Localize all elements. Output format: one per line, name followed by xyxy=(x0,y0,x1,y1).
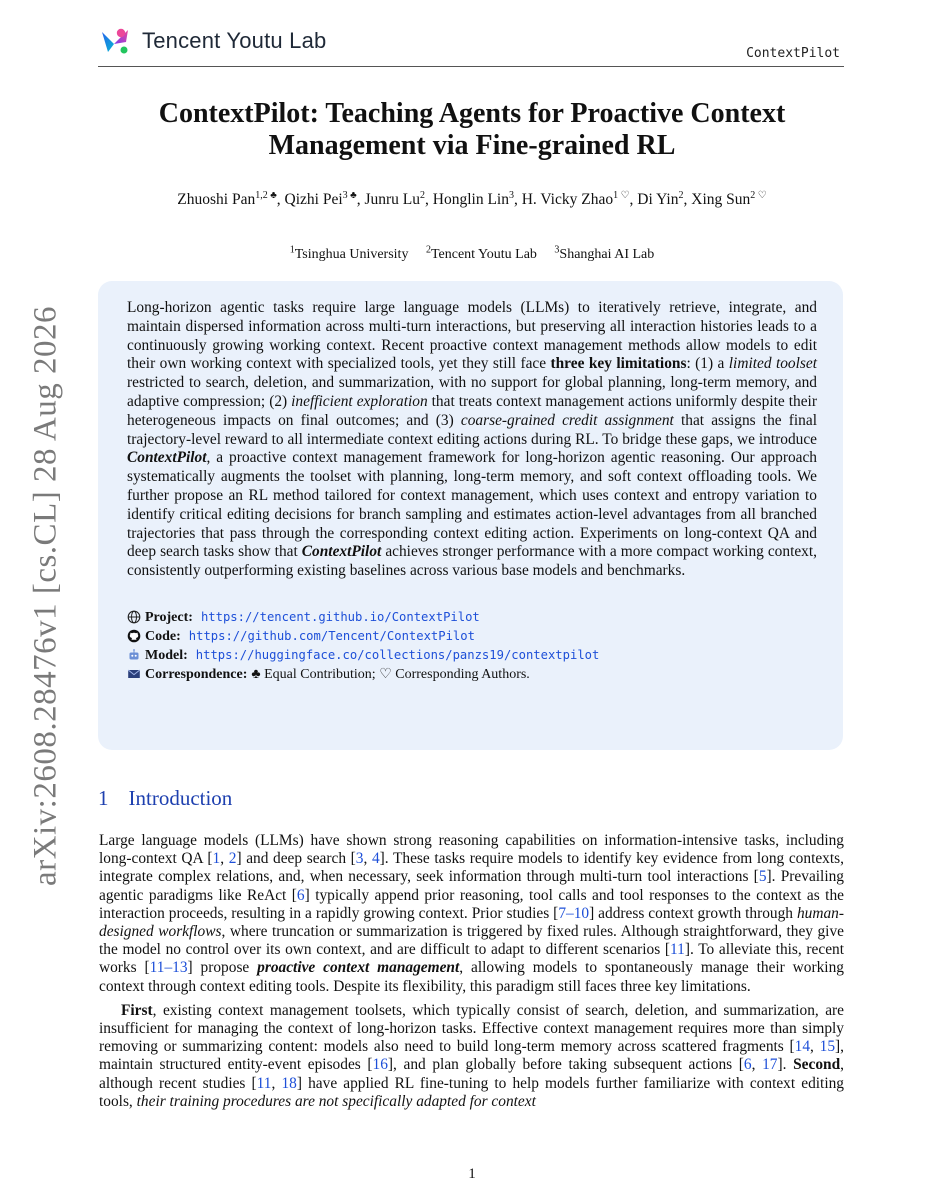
globe-icon xyxy=(127,610,141,624)
citation-link[interactable]: 14 xyxy=(794,1038,811,1056)
model-url-link[interactable]: https://huggingface.co/collections/panzs19/contextpilot xyxy=(195,647,600,662)
code-link-row xyxy=(127,627,817,646)
abstract-box xyxy=(98,281,843,750)
author: H. Vicky Zhao$^{1 ♡}$ xyxy=(521,190,630,209)
citation-link[interactable]: 11–13 xyxy=(149,959,188,977)
citation-link[interactable]: 16 xyxy=(372,1056,388,1074)
author: Honglin Lin$^3$ xyxy=(432,190,514,209)
introduction-body xyxy=(99,832,844,1111)
citation-link[interactable]: 6 xyxy=(743,1056,752,1074)
author: Di Yin$^2$ xyxy=(637,190,684,209)
github-icon xyxy=(127,629,141,643)
robot-icon xyxy=(127,648,141,662)
header-rule xyxy=(98,66,844,67)
citation-link[interactable]: 15 xyxy=(819,1038,836,1056)
citation-link[interactable]: 3 xyxy=(355,850,364,868)
project-url-link[interactable]: https://tencent.github.io/ContextPilot xyxy=(200,609,480,624)
logo-text: Tencent Youtu Lab xyxy=(142,28,327,53)
project-link-row xyxy=(127,608,817,627)
affiliations xyxy=(100,244,844,263)
citation-link[interactable]: 17 xyxy=(762,1056,778,1074)
author: Xing Sun$^{2 ♡}$ xyxy=(691,190,767,209)
correspondence-text: ♣ Equal Contribution; ♡ Corresponding Authors. xyxy=(251,666,530,682)
affiliation: $^3$Shanghai AI Lab xyxy=(554,244,655,262)
section-heading xyxy=(98,786,232,811)
code-url-link[interactable]: https://github.com/Tencent/ContextPilot xyxy=(188,628,475,643)
arxiv-identifier: arXiv:2608.28476v1 [cs.CL] 28 Aug 2026 xyxy=(27,306,64,886)
code-label: Code: xyxy=(145,628,181,644)
running-head: ContextPilot xyxy=(746,46,840,61)
citation-link[interactable]: 18 xyxy=(281,1074,297,1092)
page-number: 1 xyxy=(468,1166,476,1182)
citation-link[interactable]: 6 xyxy=(296,886,305,904)
model-label: Model: xyxy=(145,647,188,663)
citation-link[interactable]: 11 xyxy=(670,941,685,959)
citation-link[interactable]: 4 xyxy=(371,850,380,868)
citation-link[interactable]: 11 xyxy=(256,1074,272,1092)
citation-link[interactable]: 7–10 xyxy=(558,904,590,922)
author-list: Zhuoshi Pan$^{1,2 ♣}$, Qizhi Pei$^{3 ♣}$, Junru Lu$^2$, Honglin Lin$^3$, H. Vicky Zhao$^{1 ♡}$, Di Yin$^2$, Xing Sun$^{2 ♡}$ xyxy=(177,190,767,209)
project-label: Project: xyxy=(145,609,193,625)
affiliation: $^1$Tsinghua University xyxy=(289,244,409,262)
correspondence-label: Correspondence: xyxy=(145,666,248,682)
tencent-youtu-logo xyxy=(98,24,326,58)
citation-link[interactable]: 5 xyxy=(758,868,767,886)
model-link-row xyxy=(127,646,817,665)
resource-links xyxy=(127,608,817,684)
abstract-text: Long-horizon agentic tasks require large language models (LLMs) to iteratively retrieve, integrate, and maintain dispersed information across multi-turn interactions, but preserving all interaction histories leads to a continuously growing working context. Recent proactive context management methods allow models to edit their own working context with specialized tools, yet they still face three key limitations: (1) a limited toolset restricted to search, deletion, and summarization, with no support for global planning, long-term memory, and adaptive compression; (2) inefficient exploration that treats context management actions uniformly despite their heterogeneous impacts on final outcomes; and (3) coarse-grained credit assignment that assigns the final trajectory-level reward to all intermediate context editing actions during RL. To bridge these gaps, we introduce ContextPilot, a proactive context management framework for long-horizon agentic reasoning. Our approach systematically augments the toolset with planning, long-term memory, and soft context offloading tools. We further propose an RL method tailored for context management, which uses context and entropy variation to identify critical editing decisions for branch sampling and estimates action-level advantages from all branched trajectories that pass through the corresponding context editing action. Experiments on long-context QA and deep search tasks show that ContextPilot achieves stronger performance with a more compact working context, consistently outperforming existing baselines across various base models and benchmarks. xyxy=(127,299,817,580)
citation-link[interactable]: 1 xyxy=(212,850,221,868)
section-title: Introduction xyxy=(128,786,233,810)
section-number: 1 xyxy=(98,786,109,810)
paragraph: First, existing context management toolsets, which typically consist of search, deletion, and summarization, are insufficient for managing the context of long-horizon tasks. Effective context management requires more than simply removing or summarizing content: models also need to build long-term memory across scattered fragments [14, 15], maintain structured entity-event episodes [16], and plan globally before taking subsequent actions [6, 17]. Second, although recent studies [11, 18] have applied RL fine-tuning to help models further familiarize with context editing tools, their training procedures are not specifically adapted for context xyxy=(99,1001,845,1110)
correspondence-row xyxy=(127,665,817,684)
author: Qizhi Pei$^{3 ♣}$ xyxy=(284,190,357,209)
author: Junru Lu$^2$ xyxy=(364,190,426,209)
paragraph: Large language models (LLMs) have shown strong reasoning capabilities on information-intensive tasks, including long-context QA [1, 2] and deep search [3, 4]. These tasks require models to identify key evidence from long contexts, integrate complex relations, and, when necessary, seek information through multi-turn tool interactions [5]. Prevailing agentic paradigms like ReAct [6] typically append prior reasoning, tool calls and tool responses to the context as the interaction proceeds, resulting in a rapidly growing context. Prior studies [7–10] address context growth through human-designed workflows, where truncation or summarization is triggered by fixed rules. Although straightforward, they give the model no control over its own context, and are difficult to adapt to different scenarios [11]. To alleviate this, recent works [11–13] propose proactive context management, allowing models to spontaneously manage their working context through context editing tools. Despite its flexibility, this paradigm still faces three key limitations. xyxy=(99,832,845,995)
author: Zhuoshi Pan$^{1,2 ♣}$ xyxy=(177,190,277,209)
youtu-logo-icon xyxy=(98,24,132,58)
affiliation: $^2$Tencent Youtu Lab xyxy=(425,244,537,262)
citation-link[interactable]: 2 xyxy=(228,850,237,868)
paper-title: ContextPilot: Teaching Agents for Proactive Context Management via Fine-grained RL xyxy=(158,98,786,161)
envelope-icon xyxy=(127,667,141,681)
